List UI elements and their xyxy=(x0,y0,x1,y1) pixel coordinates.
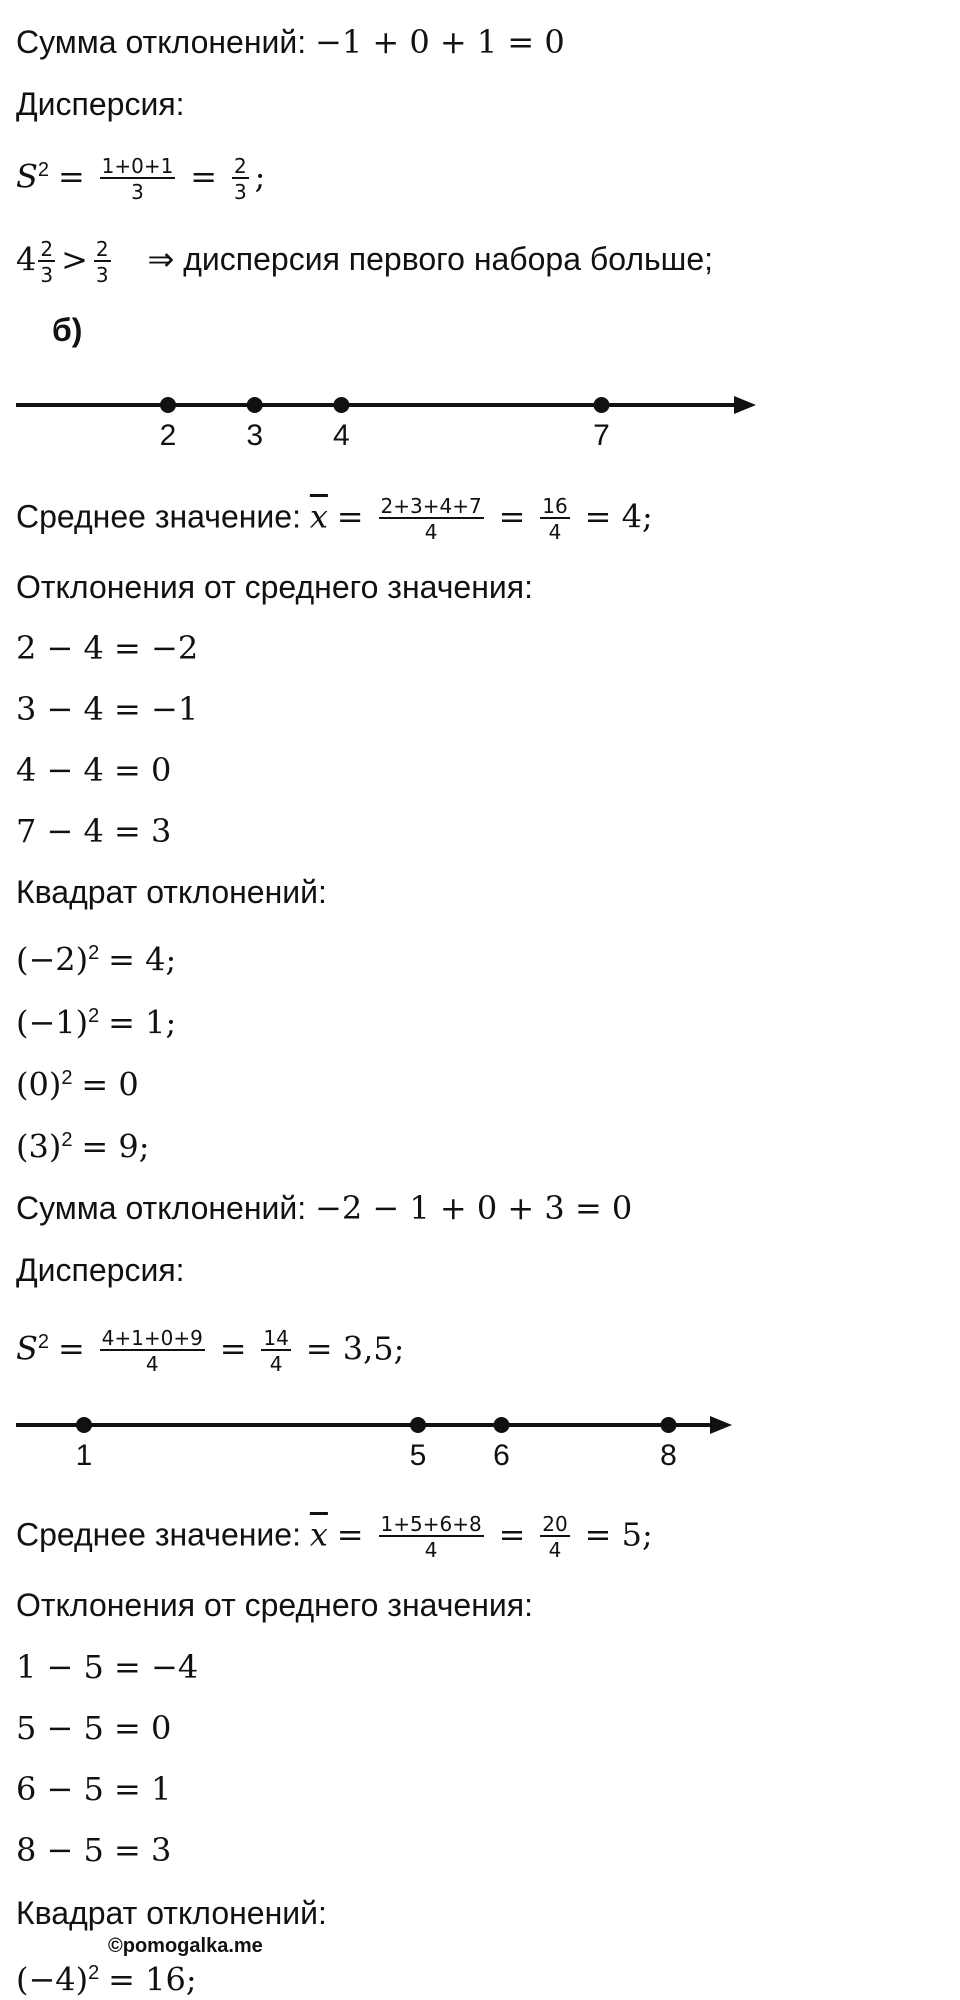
squares-c-label: Квадрат отклонений: xyxy=(16,1895,327,1931)
fraction: $\frac{20}{4}$ xyxy=(542,1512,568,1562)
nl2-point-8 xyxy=(661,1417,677,1433)
sum-deviations-a: Сумма отклонений: −1 + 0 + 1 = 0 xyxy=(16,23,565,61)
part-b-heading: б) xyxy=(52,312,83,348)
deviation-c-1: 1 − 5 = −4 xyxy=(16,1648,199,1686)
nl1-arrow xyxy=(734,396,756,414)
dispersion-a-formula: $S^2$ = $\frac{1+0+1}{3}$ = $\frac{2}{3}$ ; xyxy=(16,154,266,205)
number-line-2 xyxy=(0,1395,960,1485)
mean-c: Среднее значение: $\overline{x}$ = $\frac{1+5+6+8}{4}$ = $\frac{20}{4}$ = 5; xyxy=(16,1512,653,1562)
fraction: $\frac{4+1+0+9}{4}$ xyxy=(101,1326,203,1377)
square-b-3: $(0)^2 = 0$ xyxy=(16,1065,139,1104)
square-b-2: $(-1)^2 = 1$; xyxy=(16,1003,177,1042)
fraction: $\frac{2+3+4+7}{4}$ xyxy=(380,494,482,544)
nl1-label-4: 4 xyxy=(333,419,350,452)
nl2-label-5: 5 xyxy=(409,1439,427,1472)
fraction: $\frac{16}{4}$ xyxy=(542,494,568,544)
deviation-c-4: 8 − 5 = 3 xyxy=(16,1831,172,1869)
dispersion-b-formula: $S^2$ = $\frac{4+1+0+9}{4}$ = $\frac{14}{4}$ = 3,5; xyxy=(16,1326,405,1377)
deviation-c-3: 6 − 5 = 1 xyxy=(16,1770,172,1808)
deviation-b-4: 7 − 4 = 3 xyxy=(16,812,172,850)
comparison: 4 $\frac{2}{3}$ > $\frac{2}{3}$ ⇒ дисперсия первого набора больше; xyxy=(16,237,714,287)
nl1-label-7: 7 xyxy=(593,419,610,452)
dispersion-b-label: Дисперсия: xyxy=(16,1252,185,1288)
fraction: $\frac{2}{3}$ xyxy=(40,237,54,287)
squares-b-label: Квадрат отклонений: xyxy=(16,874,327,910)
dispersion-a-label: Дисперсия: xyxy=(16,86,185,122)
deviations-b-label: Отклонения от среднего значения: xyxy=(16,569,533,605)
nl1-point-4 xyxy=(333,397,349,413)
nl2-label-8: 8 xyxy=(660,1439,677,1472)
deviations-c-label: Отклонения от среднего значения: xyxy=(16,1587,533,1623)
square-b-1: $(-2)^2 = 4$; xyxy=(16,940,177,979)
deviation-b-1: 2 − 4 = −2 xyxy=(16,629,199,667)
nl2-point-6 xyxy=(494,1417,510,1433)
nl1-point-2 xyxy=(160,397,176,413)
fraction: $\frac{1+0+1}{3}$ xyxy=(101,154,174,205)
nl2-point-1 xyxy=(76,1417,92,1433)
nl1-point-7 xyxy=(594,397,610,413)
square-b-4: $(3)^2 = 9$; xyxy=(16,1127,150,1166)
nl1-point-3 xyxy=(247,397,263,413)
nl2-label-1: 1 xyxy=(75,1439,93,1472)
fraction: $\frac{14}{4}$ xyxy=(263,1326,289,1377)
nl2-arrow xyxy=(710,1416,732,1434)
fraction: $\frac{2}{3}$ xyxy=(233,154,247,205)
fraction: $\frac{1+5+6+8}{4}$ xyxy=(380,1512,482,1562)
sum-deviations-b: Сумма отклонений: −2 − 1 + 0 + 3 = 0 xyxy=(16,1189,633,1227)
nl1-label-2: 2 xyxy=(159,419,177,452)
fraction: $\frac{2}{3}$ xyxy=(95,237,109,287)
deviation-b-3: 4 − 4 = 0 xyxy=(16,751,172,789)
square-c-1: $(-4)^2 = 16$; xyxy=(16,1960,197,1999)
nl1-label-3: 3 xyxy=(246,419,264,452)
number-line-1 xyxy=(0,375,960,465)
watermark: ©pomogalka.me xyxy=(108,1935,263,1957)
nl2-label-6: 6 xyxy=(493,1439,510,1472)
deviation-c-2: 5 − 5 = 0 xyxy=(16,1709,172,1747)
deviation-b-2: 3 − 4 = −1 xyxy=(16,690,199,728)
mean-b: Среднее значение: $\overline{x}$ = $\frac{2+3+4+7}{4}$ = $\frac{16}{4}$ = 4; xyxy=(16,494,653,544)
nl2-point-5 xyxy=(410,1417,426,1433)
